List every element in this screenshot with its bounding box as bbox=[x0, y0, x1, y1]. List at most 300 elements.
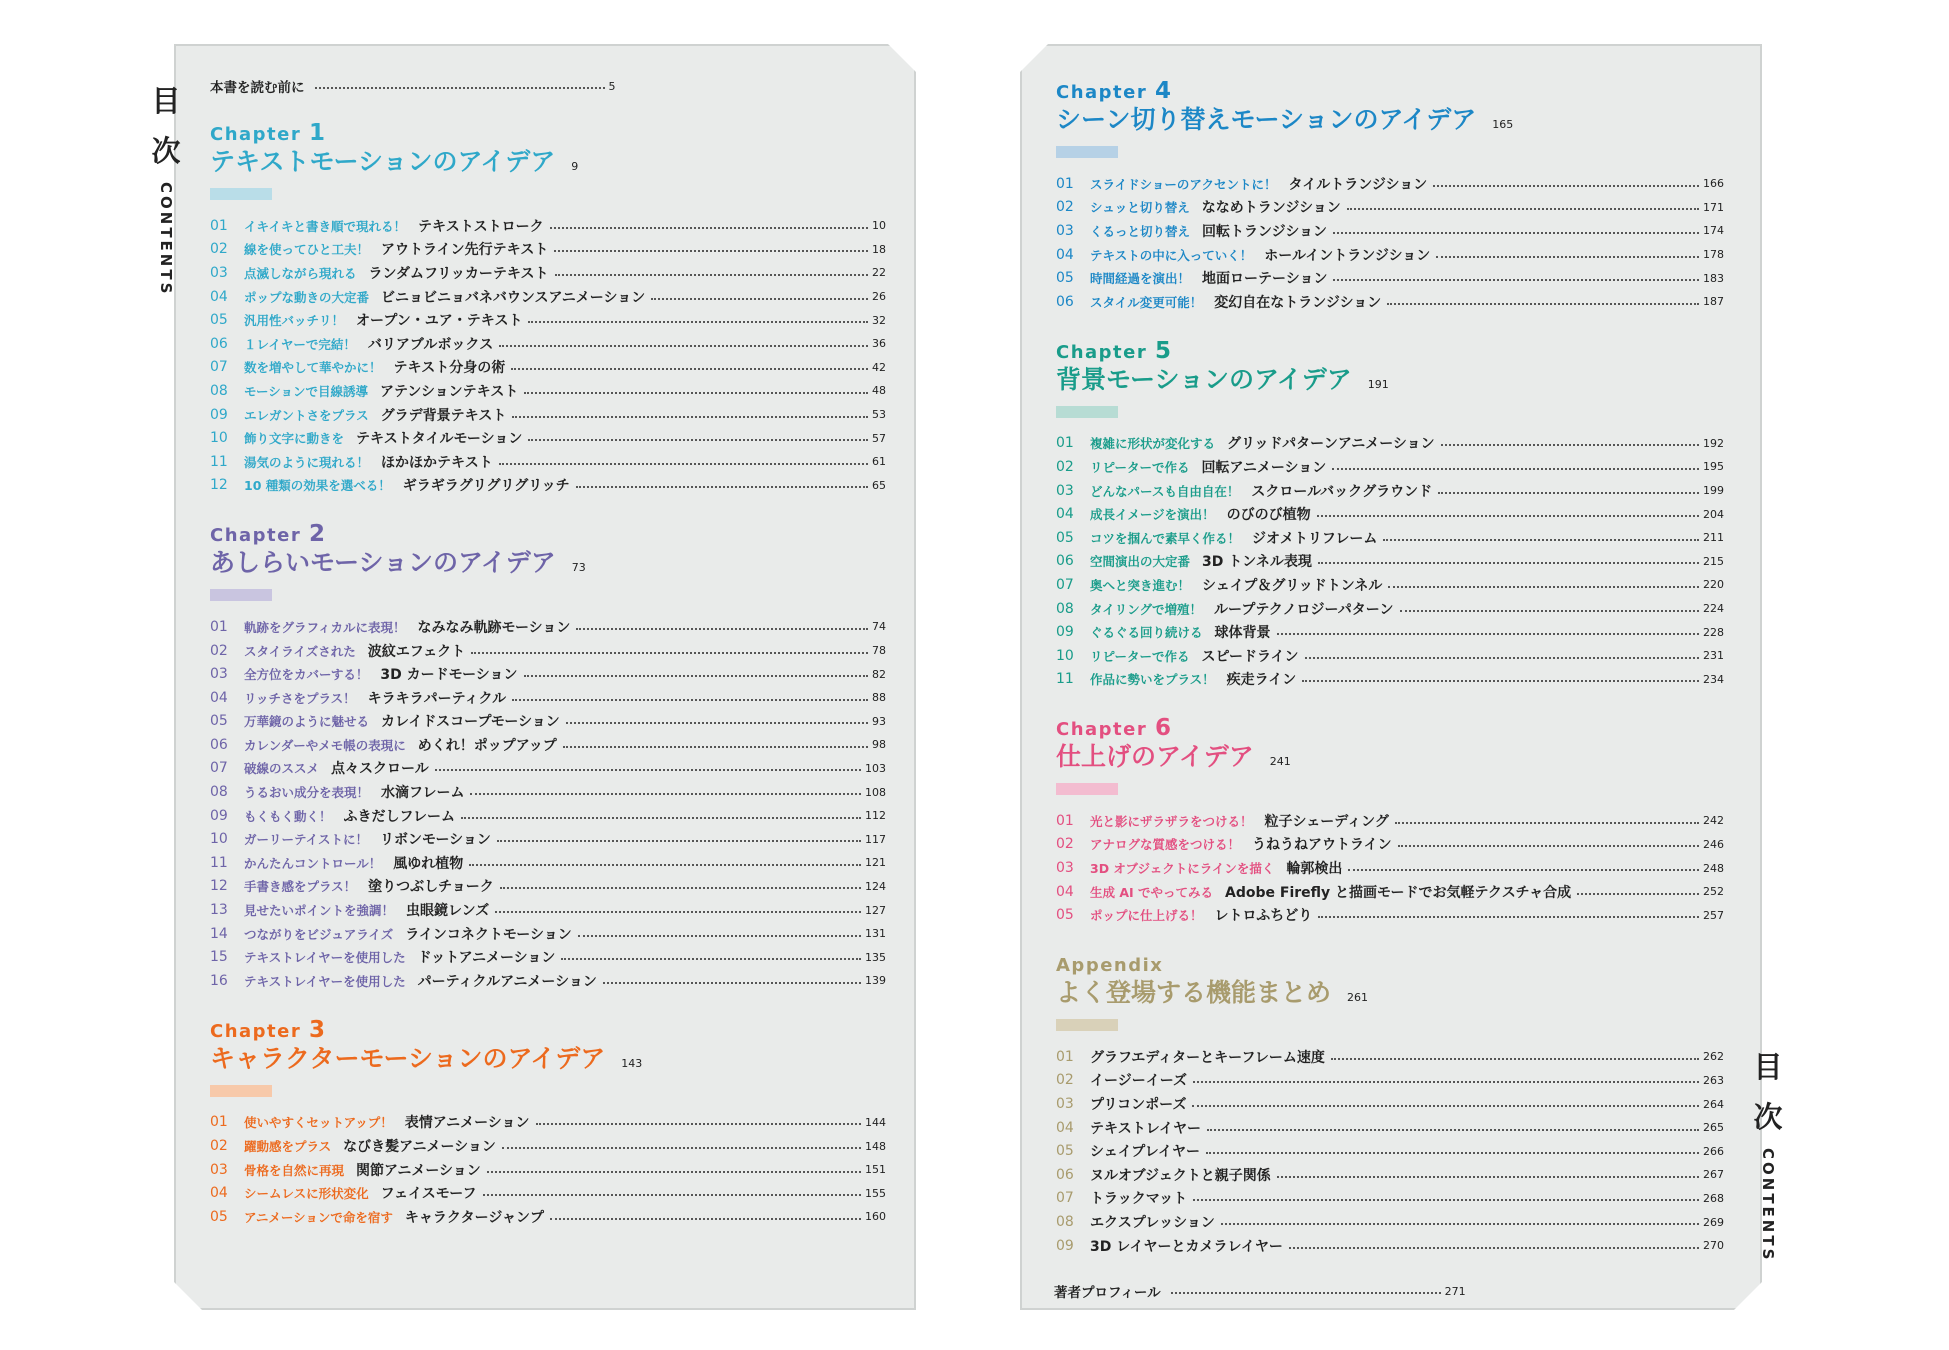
entry-number: 04 bbox=[210, 288, 228, 305]
entry-title: 風ゆれ植物 bbox=[393, 855, 464, 872]
entry-subtitle: 複雑に形状が変化する bbox=[1090, 436, 1216, 452]
entry-number: 05 bbox=[1056, 270, 1074, 287]
toc-entry[interactable] bbox=[210, 898, 886, 922]
entry-title: Adobe Firefly と描画モードでお気軽テクスチャ合成 bbox=[1225, 884, 1572, 901]
entry-number: 03 bbox=[1056, 222, 1074, 239]
chapter-section-ch1 bbox=[210, 122, 886, 497]
toc-entry[interactable] bbox=[1056, 1187, 1724, 1211]
chapter-number: 5 bbox=[1155, 337, 1173, 364]
chapter-title: あしらいモーションのアイデア bbox=[210, 548, 556, 578]
entry-title: 点々スクロール bbox=[331, 761, 429, 778]
entry-number: 02 bbox=[1056, 458, 1074, 475]
chapter-page: 9 bbox=[571, 160, 579, 173]
entry-subtitle: 時間経過を演出！ bbox=[1090, 271, 1191, 287]
entry-subtitle: 手書き感をプラス！ bbox=[244, 879, 357, 895]
entry-title: シェイプ＆グリッドトンネル bbox=[1202, 577, 1383, 594]
entry-number: 01 bbox=[210, 1114, 228, 1131]
entry-number: 06 bbox=[1056, 553, 1074, 570]
toc-entry[interactable] bbox=[1056, 1045, 1724, 1069]
toc-entry[interactable] bbox=[1056, 880, 1724, 904]
toc-entry[interactable] bbox=[210, 662, 886, 686]
chapter-heading[interactable] bbox=[210, 146, 886, 178]
entry-page: 246 bbox=[1703, 837, 1724, 851]
dot-leader bbox=[563, 746, 868, 748]
toc-entry[interactable] bbox=[210, 214, 886, 238]
entry-subtitle: コツを掴んで素早く作る！ bbox=[1090, 530, 1241, 546]
dot-leader bbox=[524, 675, 868, 677]
entry-number: 01 bbox=[210, 217, 228, 234]
entry-number: 07 bbox=[210, 760, 228, 777]
toc-entry[interactable] bbox=[210, 1111, 886, 1135]
entry-page: 18 bbox=[872, 242, 886, 256]
entry-subtitle: アニメーションで命を宿す bbox=[244, 1209, 393, 1225]
entry-subtitle: アナログな質感をつける！ bbox=[1090, 837, 1241, 853]
dot-leader bbox=[651, 298, 868, 300]
dot-leader bbox=[550, 227, 868, 229]
toc-entry[interactable] bbox=[1056, 243, 1724, 267]
entry-number: 11 bbox=[1056, 671, 1074, 688]
entry-number: 06 bbox=[1056, 1166, 1074, 1183]
toc-entry[interactable] bbox=[1056, 1139, 1724, 1163]
entry-title: ホールイントランジション bbox=[1264, 247, 1431, 264]
chapter-label bbox=[1056, 80, 1724, 104]
entry-title: パーティクルアニメーション bbox=[417, 973, 597, 990]
toc-entry[interactable] bbox=[1056, 266, 1724, 290]
toc-entry[interactable] bbox=[210, 1134, 886, 1158]
entry-subtitle: くるっと切り替え bbox=[1090, 223, 1191, 239]
entry-page: 224 bbox=[1703, 602, 1724, 616]
toc-entry[interactable] bbox=[1056, 479, 1724, 503]
toc-entry[interactable] bbox=[210, 403, 886, 427]
entry-number: 12 bbox=[210, 477, 228, 494]
chapter-heading[interactable] bbox=[1056, 364, 1724, 396]
entry-title: リボンモーション bbox=[380, 832, 491, 849]
entry-number: 15 bbox=[210, 949, 228, 966]
entry-title: レトロふちどり bbox=[1214, 908, 1313, 925]
dot-leader bbox=[1333, 232, 1699, 234]
chapter-label-text: Chapter bbox=[210, 124, 310, 145]
toc-left-column bbox=[210, 76, 886, 1229]
entry-title: オープン・ユア・テキスト bbox=[356, 313, 523, 330]
side-latin: CONTENTS bbox=[157, 182, 175, 297]
dot-leader bbox=[1333, 279, 1699, 281]
dot-leader bbox=[1331, 1058, 1699, 1060]
side-heading-left bbox=[144, 76, 188, 296]
dot-leader bbox=[499, 345, 868, 347]
dot-leader bbox=[469, 864, 861, 866]
chapter-title: よく登場する機能まとめ bbox=[1056, 978, 1332, 1008]
entry-page: 231 bbox=[1703, 649, 1724, 663]
chapter-section-ch3 bbox=[210, 1016, 886, 1229]
entry-number: 02 bbox=[210, 241, 228, 258]
entry-title: ドットアニメーション bbox=[417, 950, 556, 967]
dot-leader bbox=[1438, 492, 1699, 494]
toc-entry[interactable] bbox=[210, 285, 886, 309]
entry-title: キラキラパーティクル bbox=[367, 690, 507, 707]
entry-subtitle: かんたんコントロール！ bbox=[244, 855, 382, 871]
entry-page: 248 bbox=[1703, 861, 1724, 875]
entry-subtitle: 湯気のように現れる！ bbox=[244, 454, 370, 470]
entry-subtitle: つながりをビジュアライズ bbox=[244, 926, 394, 942]
entry-subtitle: 見せたいポイントを強調！ bbox=[244, 903, 395, 919]
entry-page: 48 bbox=[872, 384, 886, 398]
entry-title: めくれ！ポップアップ bbox=[417, 737, 557, 754]
entry-subtitle: テキストの中に入っていく！ bbox=[1090, 247, 1253, 263]
entry-page: 204 bbox=[1703, 507, 1724, 521]
toc-entry[interactable] bbox=[210, 875, 886, 899]
dot-leader bbox=[1400, 610, 1700, 612]
entry-page: 148 bbox=[865, 1139, 886, 1153]
chapter-heading[interactable] bbox=[210, 547, 886, 579]
entry-page: 267 bbox=[1703, 1168, 1724, 1182]
chapter-list-right bbox=[1056, 80, 1724, 1257]
entry-number: 09 bbox=[210, 807, 228, 824]
dot-leader bbox=[524, 392, 868, 394]
toc-entry[interactable] bbox=[210, 827, 886, 851]
entry-title: グリッドパターンアニメーション bbox=[1227, 436, 1435, 453]
dot-leader bbox=[483, 1194, 861, 1196]
toc-entry[interactable] bbox=[1056, 856, 1724, 880]
chapter-accent-bar bbox=[210, 589, 272, 601]
entry-number: 08 bbox=[1056, 1214, 1074, 1231]
entry-page: 42 bbox=[872, 360, 886, 374]
toc-entry[interactable] bbox=[210, 757, 886, 781]
dot-leader bbox=[561, 958, 861, 960]
entry-subtitle: 3D オブジェクトにラインを描く bbox=[1090, 861, 1275, 877]
entry-number: 04 bbox=[1056, 506, 1074, 523]
entry-title: ヌルオブジェクトと親子関係 bbox=[1090, 1167, 1271, 1184]
entry-title: バリアブルボックス bbox=[367, 336, 494, 353]
chapter-accent-bar bbox=[1056, 406, 1118, 418]
toc-entry[interactable] bbox=[210, 238, 886, 262]
chapter-page: 165 bbox=[1492, 118, 1514, 131]
entry-title: タイルトランジション bbox=[1288, 176, 1428, 193]
entry-page: 127 bbox=[865, 903, 886, 917]
entry-page: 121 bbox=[865, 856, 886, 870]
chapter-label-text: Chapter bbox=[1056, 719, 1156, 741]
entry-page: 139 bbox=[865, 974, 886, 988]
toc-entry[interactable] bbox=[1056, 573, 1724, 597]
entry-page: 112 bbox=[865, 809, 886, 823]
entry-page: 65 bbox=[872, 478, 886, 492]
toc-entry[interactable] bbox=[210, 1181, 886, 1205]
toc-entry[interactable] bbox=[1056, 502, 1724, 526]
toc-entry[interactable] bbox=[210, 851, 886, 875]
entry-subtitle: 汎用性バッチリ！ bbox=[244, 313, 345, 329]
entry-number: 05 bbox=[210, 713, 228, 730]
toc-entry[interactable] bbox=[1056, 833, 1724, 857]
entry-number: 08 bbox=[210, 382, 228, 399]
dot-leader bbox=[528, 321, 868, 323]
entry-title: シェイプレイヤー bbox=[1090, 1144, 1201, 1161]
entry-number: 02 bbox=[210, 1138, 228, 1155]
chapter-accent-bar bbox=[210, 188, 272, 200]
entry-subtitle: カレンダーやメモ帳の表現に bbox=[244, 737, 406, 753]
dot-leader bbox=[1207, 1129, 1699, 1131]
entry-number: 12 bbox=[210, 878, 228, 895]
dot-leader bbox=[435, 769, 861, 771]
toc-entry[interactable] bbox=[1056, 550, 1724, 574]
entry-title: テキストストローク bbox=[418, 218, 544, 235]
toc-entry[interactable] bbox=[210, 308, 886, 332]
entry-subtitle: 使いやすくセットアップ！ bbox=[244, 1115, 393, 1131]
toc-entry[interactable] bbox=[210, 356, 886, 380]
entry-title: グラデ背景テキスト bbox=[380, 407, 507, 424]
toc-entry[interactable] bbox=[210, 426, 886, 450]
dot-leader bbox=[502, 1147, 861, 1149]
toc-entry[interactable] bbox=[1056, 432, 1724, 456]
toc-entry[interactable] bbox=[210, 733, 886, 757]
toc-entry[interactable] bbox=[1056, 1092, 1724, 1116]
entry-subtitle: 躍動感をプラス bbox=[244, 1139, 332, 1155]
entry-page: 53 bbox=[872, 408, 886, 422]
entry-subtitle: スタイライズされた bbox=[244, 643, 356, 659]
toc-post-entry[interactable] bbox=[1054, 1281, 1724, 1301]
dot-leader bbox=[576, 628, 868, 630]
chapter-label-text: Chapter bbox=[210, 1020, 310, 1042]
toc-pre-entry[interactable] bbox=[210, 76, 886, 96]
entry-subtitle: ポップに仕上げる！ bbox=[1090, 908, 1203, 924]
toc-entry[interactable] bbox=[210, 261, 886, 285]
chapter-heading[interactable] bbox=[1056, 104, 1724, 136]
toc-entry[interactable] bbox=[1056, 172, 1724, 196]
toc-entry[interactable] bbox=[210, 780, 886, 804]
entry-number: 09 bbox=[1056, 624, 1074, 641]
entry-subtitle: スライドショーのアクセントに！ bbox=[1090, 176, 1277, 192]
entry-number: 06 bbox=[210, 736, 228, 753]
entry-subtitle: 作品に勢いをプラス！ bbox=[1090, 672, 1215, 688]
entry-number: 03 bbox=[210, 264, 228, 281]
dot-leader bbox=[603, 982, 861, 984]
entry-number: 10 bbox=[210, 831, 228, 848]
dot-leader bbox=[550, 1218, 861, 1220]
toc-right-column bbox=[1056, 80, 1724, 1301]
dot-leader bbox=[499, 463, 868, 465]
toc-entry[interactable] bbox=[210, 332, 886, 356]
dot-leader bbox=[1395, 822, 1699, 824]
entry-title: ラインコネクトモーション bbox=[405, 926, 572, 943]
toc-entry[interactable] bbox=[210, 615, 886, 639]
dot-leader bbox=[471, 652, 868, 654]
chapter-heading[interactable] bbox=[1056, 741, 1724, 773]
toc-entry[interactable] bbox=[1056, 644, 1724, 668]
entry-number: 01 bbox=[1056, 435, 1074, 452]
dot-leader bbox=[461, 817, 861, 819]
entry-title: 地面ローテーション bbox=[1202, 271, 1328, 288]
chapter-number: 3 bbox=[309, 1016, 327, 1043]
entry-subtitle: 10 種類の効果を選べる！ bbox=[244, 478, 391, 494]
entry-subtitle: 骨格を自然に再現 bbox=[244, 1162, 345, 1178]
chapter-number: 1 bbox=[309, 120, 327, 146]
entry-page: 22 bbox=[872, 266, 886, 280]
dot-leader bbox=[566, 722, 868, 724]
entry-page: 10 bbox=[872, 219, 886, 233]
dot-leader bbox=[1441, 444, 1699, 446]
entry-title: 変幻自在なトランジション bbox=[1214, 294, 1382, 311]
chapter-accent-bar bbox=[1056, 1019, 1118, 1031]
dot-leader bbox=[1383, 539, 1699, 541]
toc-entry[interactable] bbox=[1056, 668, 1724, 692]
entry-page: 82 bbox=[872, 667, 886, 681]
entry-page: 174 bbox=[1703, 224, 1724, 238]
toc-entry[interactable] bbox=[1056, 526, 1724, 550]
dot-leader bbox=[1192, 1105, 1699, 1107]
entry-page: 234 bbox=[1703, 672, 1724, 686]
chapter-title: シーン切り替えモーションのアイデア bbox=[1056, 105, 1477, 134]
entry-number: 05 bbox=[1056, 529, 1074, 546]
dot-leader bbox=[1332, 468, 1699, 470]
entry-subtitle: どんなパースも自由自在！ bbox=[1090, 483, 1240, 499]
entry-page: 108 bbox=[865, 785, 886, 799]
toc-entry[interactable] bbox=[210, 922, 886, 946]
entry-number: 01 bbox=[1056, 1048, 1074, 1065]
toc-entry[interactable] bbox=[1056, 455, 1724, 479]
entry-title: フェイスモーフ bbox=[380, 1186, 477, 1203]
toc-entry[interactable] bbox=[210, 639, 886, 663]
entry-subtitle: シームレスに形状変化 bbox=[244, 1186, 369, 1202]
toc-entry[interactable] bbox=[1056, 1069, 1724, 1093]
page-corner-fold bbox=[1020, 44, 1048, 72]
entry-title: アウトライン先行テキスト bbox=[381, 242, 549, 259]
toc-entry[interactable] bbox=[210, 945, 886, 969]
entry-page: 131 bbox=[865, 927, 886, 941]
entry-page: 155 bbox=[865, 1186, 886, 1200]
chapter-page: 191 bbox=[1367, 377, 1389, 391]
chapter-section-ch4 bbox=[1056, 80, 1724, 314]
entry-subtitle: 線を使ってひと工夫！ bbox=[244, 242, 370, 258]
entry-number: 08 bbox=[210, 784, 228, 801]
entry-page: 266 bbox=[1703, 1144, 1724, 1158]
entry-subtitle: 奥へと突き進む！ bbox=[1090, 577, 1191, 593]
toc-entry[interactable] bbox=[1056, 196, 1724, 220]
entry-number: 14 bbox=[210, 925, 228, 942]
toc-post-page: 271 bbox=[1444, 1284, 1466, 1298]
entry-number: 04 bbox=[1056, 883, 1074, 900]
entry-number: 05 bbox=[1056, 1143, 1074, 1160]
entry-subtitle: モーションで目線誘導 bbox=[244, 383, 369, 399]
chapter-heading[interactable] bbox=[210, 1043, 886, 1075]
entry-title: 表情アニメーション bbox=[404, 1115, 530, 1132]
toc-entry[interactable] bbox=[1056, 1116, 1724, 1140]
chapter-accent-bar bbox=[210, 1085, 272, 1097]
dot-leader bbox=[1221, 1223, 1699, 1225]
toc-entry[interactable] bbox=[1056, 1163, 1724, 1187]
toc-entry[interactable] bbox=[210, 686, 886, 710]
entry-subtitle: 空間演出の大定番 bbox=[1090, 554, 1191, 570]
toc-entry[interactable] bbox=[210, 379, 886, 403]
entry-subtitle: リッチさをプラス！ bbox=[244, 690, 356, 706]
entry-page: 98 bbox=[872, 738, 886, 752]
dot-leader bbox=[1387, 303, 1699, 305]
entry-title: 虫眼鏡レンズ bbox=[406, 903, 490, 920]
chapter-page: 143 bbox=[621, 1056, 643, 1070]
toc-entry[interactable] bbox=[210, 804, 886, 828]
dot-leader bbox=[578, 935, 861, 937]
chapter-number: 4 bbox=[1155, 78, 1173, 104]
entry-number: 10 bbox=[1056, 647, 1074, 664]
entry-page: 199 bbox=[1703, 484, 1724, 498]
dot-leader bbox=[554, 250, 868, 252]
entry-number: 06 bbox=[1056, 293, 1074, 310]
entry-title: ふきだしフレーム bbox=[343, 808, 455, 825]
entry-title: うねうねアウトライン bbox=[1252, 837, 1392, 854]
chapter-number: 6 bbox=[1155, 715, 1173, 742]
entry-page: 187 bbox=[1703, 295, 1724, 309]
entry-title: 粒子シェーディング bbox=[1264, 813, 1389, 830]
page-corner-fold bbox=[888, 44, 916, 72]
toc-entry[interactable] bbox=[210, 710, 886, 734]
chapter-label bbox=[1056, 717, 1724, 741]
toc-entry[interactable] bbox=[1056, 290, 1724, 314]
toc-entry[interactable] bbox=[210, 969, 886, 993]
entry-title: なみなみ軌跡モーション bbox=[417, 619, 571, 636]
entry-number: 07 bbox=[1056, 1190, 1074, 1207]
toc-entry[interactable] bbox=[1056, 620, 1724, 644]
toc-post-title: 著者プロフィール bbox=[1054, 1285, 1161, 1302]
entry-title: のびのび植物 bbox=[1226, 507, 1311, 524]
chapter-title: テキストモーションのアイデア bbox=[210, 147, 556, 176]
entry-page: 192 bbox=[1703, 436, 1724, 450]
toc-entry[interactable] bbox=[1056, 1210, 1724, 1234]
entry-subtitle: リピーターで作る bbox=[1090, 459, 1190, 475]
entry-subtitle: ガーリーテイストに！ bbox=[244, 832, 369, 848]
entry-page: 264 bbox=[1703, 1097, 1724, 1111]
page-corner-fold bbox=[174, 1282, 202, 1310]
entry-number: 03 bbox=[210, 666, 228, 683]
entry-title: ギラギラグリグリグリッチ bbox=[402, 478, 570, 495]
entry-title: カレイドスコープモーション bbox=[381, 714, 560, 731]
side-kanji: 目 bbox=[1753, 1050, 1783, 1084]
entry-title: ジオメトリフレーム bbox=[1252, 530, 1378, 547]
toc-entry[interactable] bbox=[210, 450, 886, 474]
entry-title: 3D カードモーション bbox=[380, 667, 518, 684]
entry-subtitle: 万華鏡のように魅せる bbox=[244, 714, 370, 730]
entry-page: 215 bbox=[1703, 554, 1724, 568]
entry-page: 32 bbox=[872, 313, 886, 327]
dot-leader bbox=[1436, 256, 1699, 258]
entry-number: 04 bbox=[1056, 246, 1074, 263]
toc-entry[interactable] bbox=[1056, 219, 1724, 243]
toc-entry[interactable] bbox=[1056, 597, 1724, 621]
toc-entry[interactable] bbox=[210, 1205, 886, 1229]
toc-entry[interactable] bbox=[1056, 903, 1724, 927]
entry-title: 波紋エフェクト bbox=[367, 643, 466, 660]
toc-entry[interactable] bbox=[1056, 1234, 1724, 1258]
entry-page: 252 bbox=[1703, 885, 1724, 899]
entry-page: 220 bbox=[1703, 578, 1724, 592]
chapter-label-text: Chapter bbox=[1056, 341, 1156, 363]
toc-entry[interactable] bbox=[1056, 809, 1724, 833]
toc-entry[interactable] bbox=[210, 1158, 886, 1182]
chapter-heading[interactable] bbox=[1056, 977, 1724, 1009]
chapter-page: 261 bbox=[1347, 991, 1369, 1005]
entry-title: 関節アニメーション bbox=[356, 1162, 481, 1179]
chapter-label bbox=[1056, 337, 1724, 364]
chapter-label bbox=[1056, 953, 1724, 977]
entry-title: 輪郭検出 bbox=[1286, 861, 1343, 878]
entry-number: 02 bbox=[210, 642, 228, 659]
entry-page: 26 bbox=[872, 290, 886, 304]
entry-page: 263 bbox=[1703, 1073, 1724, 1087]
entry-number: 02 bbox=[1056, 199, 1074, 216]
side-kanji: 次 bbox=[151, 134, 181, 168]
entry-subtitle: テキストレイヤーを使用した bbox=[244, 950, 406, 966]
chapter-label-text: Appendix bbox=[1056, 955, 1164, 977]
chapter-title: 背景モーションのアイデア bbox=[1056, 364, 1352, 394]
entry-subtitle: ぐるぐる回り続ける bbox=[1090, 625, 1203, 641]
toc-entry[interactable] bbox=[210, 474, 886, 498]
entry-title: 球体背景 bbox=[1214, 625, 1271, 642]
